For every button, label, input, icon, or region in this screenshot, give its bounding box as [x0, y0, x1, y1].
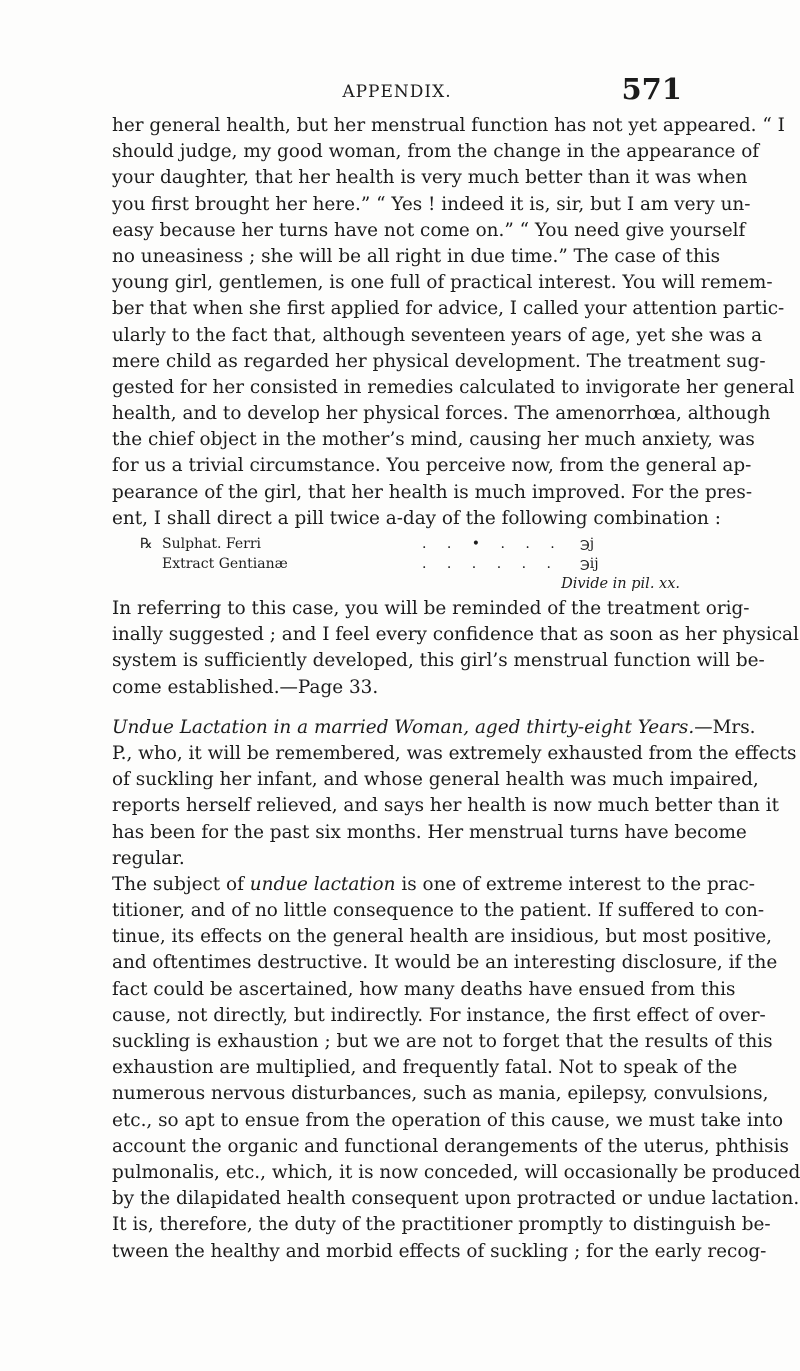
- text-line: has been for the past six months. Her menstrual turns have become: [112, 821, 747, 843]
- text-line: pulmonalis, etc., which, it is now conceded, will occasionally be produced: [112, 1161, 800, 1183]
- text-line: suckling is exhaustion ; but we are not to forget that the results of this: [112, 1031, 773, 1052]
- text-line: ber that when she first applied for advice, I called your attention partic-: [112, 298, 785, 320]
- text-line: her general health, but her menstrual function has not yet appeared. “ I: [112, 115, 785, 136]
- text-line: P., who, it will be remembered, was extremely exhausted from the effects: [112, 742, 797, 764]
- text-line: tween the healthy and morbid effects of suckling ; for the early recog-: [112, 1240, 767, 1262]
- text-line: pearance of the girl, that her health is much improved. For the pres-: [112, 481, 753, 503]
- paragraph-2: [112, 596, 799, 701]
- text-run: is one of extreme interest to the prac-: [395, 873, 756, 895]
- ingredient-quantity: ℈ij: [580, 556, 599, 572]
- section-heading: Undue Lactation in a married Woman, aged thirty-eight Years.: [112, 716, 695, 738]
- prescription: [140, 534, 680, 594]
- leader-dots: . . • . . .: [422, 536, 563, 552]
- paragraph-4: [112, 872, 800, 1265]
- text-line: exhaustion are multiplied, and frequently fatal. Not to speak of the: [112, 1057, 738, 1079]
- section-heading-line: [112, 715, 756, 741]
- text-line: etc., so apt to ensue from the operation of this cause, we must take into: [112, 1109, 784, 1131]
- text-line: tinue, its effects on the general health are insidious, but most positive,: [112, 926, 772, 948]
- text-line: ent, I shall direct a pill twice a-day of the following combination :: [112, 507, 721, 529]
- text-line: titioner, and of no little consequence to the patient. If suffered to con-: [112, 900, 765, 922]
- ingredient-name: Sulphat. Ferri: [162, 536, 262, 552]
- text-line: regular.: [112, 847, 185, 869]
- text-line: of suckling her infant, and whose general health was much impaired,: [112, 769, 759, 791]
- ingredient-name: Extract Gentianæ: [162, 556, 288, 572]
- leader-dots: . . . . . .: [422, 556, 559, 572]
- text-line: reports herself relieved, and says her health is now much better than it: [112, 795, 780, 817]
- text-line: by the dilapidated health consequent upon protracted or undue lactation.: [112, 1188, 800, 1210]
- text-line: inally suggested ; and I feel every confidence that as soon as her physical: [112, 624, 799, 646]
- text-line: for us a trivial circumstance. You perceive now, from the general ap-: [112, 455, 752, 477]
- prescription-item: [140, 534, 620, 554]
- prescription-direction: Divide in pil. xx.: [561, 576, 680, 592]
- text-line: [112, 872, 756, 898]
- text-line: your daughter, that her health is very much better than it was when: [112, 167, 748, 189]
- text-line: system is sufficiently developed, this girl’s menstrual function will be-: [112, 650, 765, 672]
- body-text: [112, 113, 800, 1265]
- text-line: account the organic and functional derangements of the uterus, phthisis: [112, 1135, 789, 1157]
- text-line: numerous nervous disturbances, such as mania, epilepsy, convulsions,: [112, 1083, 769, 1105]
- text-line: health, and to develop her physical forces. The amenorrhœa, although: [112, 403, 771, 425]
- text-line: mere child as regarded her physical development. The treatment sug-: [112, 350, 766, 372]
- paragraph-3: [112, 715, 797, 872]
- text-line: ularly to the fact that, although seventeen years of age, yet she was a: [112, 324, 763, 346]
- text-line: It is, therefore, the duty of the practitioner promptly to distinguish be-: [112, 1214, 771, 1236]
- text-line: cause, not directly, but indirectly. For instance, the first effect of over-: [112, 1004, 766, 1026]
- paragraph-1: [112, 113, 795, 532]
- text-line: and oftentimes destructive. It would be an interesting disclosure, if the: [112, 952, 778, 974]
- text-line: gested for her consisted in remedies calculated to invigorate her general: [112, 376, 795, 398]
- text-line: easy because her turns have not come on.” “ You need give yourself: [112, 219, 746, 241]
- section-heading-continuation: —Mrs.: [694, 716, 756, 738]
- recipe-symbol: ℞: [140, 536, 153, 552]
- text-line: come established.—Page 33.: [112, 676, 379, 698]
- text-run: The subject of: [112, 873, 250, 895]
- running-title: APPENDIX.: [342, 82, 452, 102]
- ingredient-quantity: ℈j: [580, 536, 595, 552]
- text-line: fact could be ascertained, how many deaths have ensued from this: [112, 978, 736, 1000]
- text-line: young girl, gentlemen, is one full of practical interest. You will remem-: [112, 272, 773, 294]
- text-line: should judge, my good woman, from the change in the appearance of: [112, 141, 760, 163]
- text-line: you first brought her here.” “ Yes ! indeed it is, sir, but I am very un-: [112, 193, 751, 215]
- running-head: [112, 70, 682, 110]
- text-line: the chief object in the mother’s mind, causing her much anxiety, was: [112, 429, 755, 451]
- prescription-item: [140, 554, 620, 574]
- text-line: no uneasiness ; she will be all right in due time.” The case of this: [112, 245, 721, 267]
- page-number: 571: [621, 72, 682, 106]
- text-line: In referring to this case, you will be reminded of the treatment orig-: [112, 598, 750, 619]
- emphasis: undue lactation: [249, 873, 396, 895]
